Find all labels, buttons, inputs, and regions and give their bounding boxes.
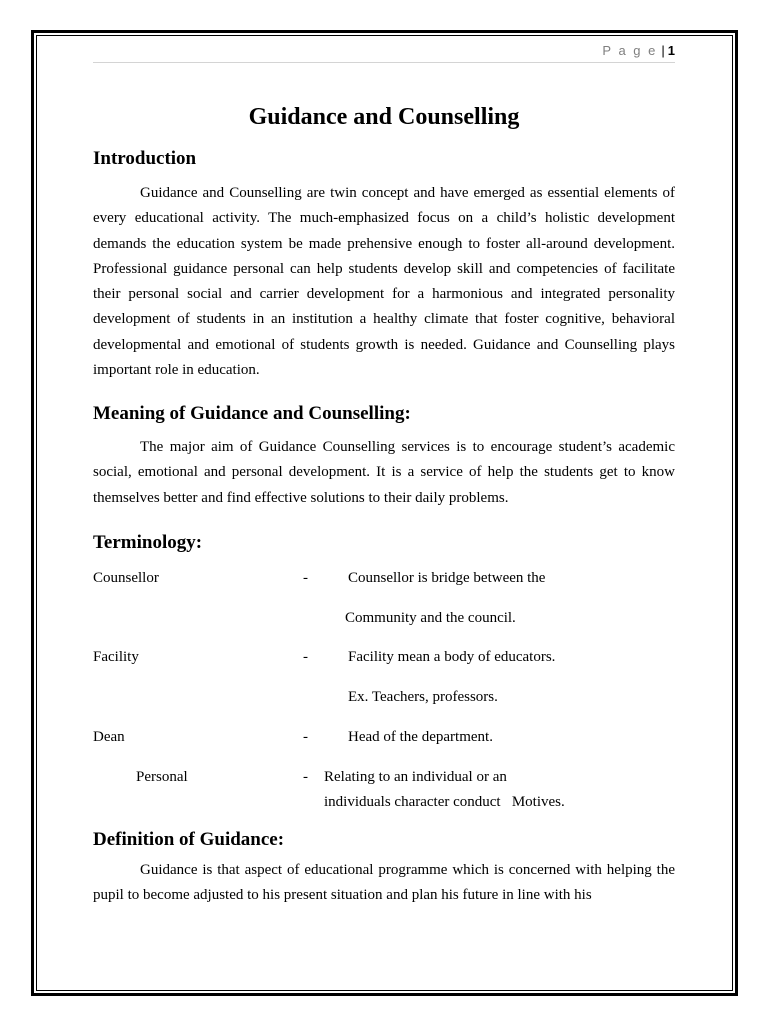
paragraph-meaning: The major aim of Guidance Counselling services is to encourage student’s academic social, emotional and personal development. It is a service of help the students get to know themselves better and find effective solutions to their daily problems. — [93, 439, 675, 506]
term-definition: Head of the department. — [348, 729, 493, 745]
heading-definition: Definition of Guidance: — [93, 829, 285, 850]
header-rule — [93, 62, 675, 63]
term-definition: Relating to an individual or an — [324, 769, 507, 785]
document-title: Guidance and Counselling — [248, 104, 520, 130]
heading-introduction: Introduction — [93, 148, 197, 169]
term-facility: Facility — [93, 649, 139, 665]
paragraph-introduction: Guidance and Counselling are twin concept and have emerged as essential elements of every educational activity. The much-emphasized focus on a child’s holistic development demands the education system be made prehensive enough to foster all-around development. Professional guidance personal can help students develop skill and competencies of facilitate their personal social and carrier development for a harmonious and integrated personality development of students in an institution a healthy climate that foster cognitive, behavioral developmental and emotional of students growth is needed. Guidance and Counselling plays important role in education. — [93, 185, 675, 379]
term-personal: Personal — [136, 769, 188, 785]
page-label: P a g e — [602, 43, 658, 58]
term-dash: - — [303, 729, 308, 745]
term-definition: Facility mean a body of educators. — [348, 649, 556, 665]
term-dash: - — [303, 570, 308, 586]
heading-meaning: Meaning of Guidance and Counselling: — [93, 403, 411, 424]
page-number-value: 1 — [667, 43, 675, 58]
term-dash: - — [303, 769, 308, 785]
page-header-number — [602, 43, 675, 58]
term-definition-continued: Community and the council. — [345, 610, 516, 626]
term-counsellor: Counsellor — [93, 570, 159, 586]
term-definition: Counsellor is bridge between the — [348, 570, 546, 586]
heading-terminology: Terminology: — [93, 532, 203, 553]
term-definition-continued: Ex. Teachers, professors. — [348, 689, 498, 705]
term-dean: Dean — [93, 729, 125, 745]
page-separator: | — [661, 43, 665, 58]
paragraph-definition: Guidance is that aspect of educational programme which is concerned with helping the pupil to become adjusted to his present situation and plan his future in line with his — [93, 862, 675, 904]
term-definition-continued: individuals character conduct Motives. — [324, 794, 565, 810]
term-dash: - — [303, 649, 308, 665]
